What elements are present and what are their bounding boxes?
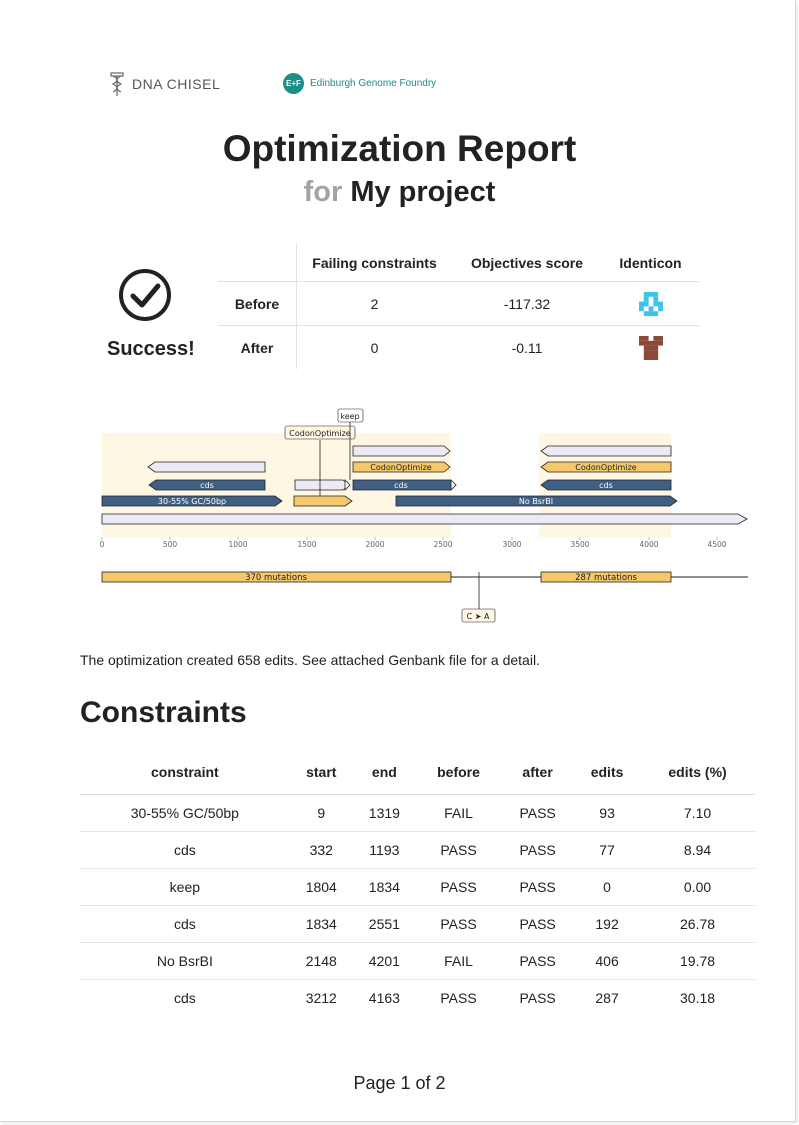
feature-bsrbi-label: No BsrBI (518, 497, 554, 506)
summary-row-after (218, 326, 699, 370)
cell-edits-pct: 19.78 (640, 943, 755, 980)
cell-edits: 406 (574, 943, 640, 980)
cell-edits: 192 (574, 906, 640, 943)
feature-cds-label: cds (200, 481, 214, 490)
feature-cds (353, 480, 456, 490)
page-number: Page 1 of 2 (353, 1073, 446, 1093)
cell-start: 1834 (290, 906, 353, 943)
keep-callout (338, 409, 363, 422)
keep-callout-label: keep (340, 412, 360, 421)
identicon-before-icon (639, 292, 663, 316)
feature-cds (149, 480, 265, 490)
cell-before: PASS (416, 832, 501, 869)
constraints-heading: Constraints (80, 696, 247, 729)
table-row (80, 980, 755, 1017)
cell-constraint: keep (80, 869, 290, 906)
axis-tick-label: 4000 (639, 540, 659, 549)
identicon-cell (602, 282, 699, 326)
axis-tick-label: 3000 (502, 540, 522, 549)
egf-badge-icon: E+F (283, 73, 304, 94)
sequence-record-arrow (102, 514, 747, 524)
mutations-track (102, 572, 748, 622)
summary-row-label: After (218, 326, 297, 370)
axis-tick-label: 3500 (570, 540, 590, 549)
cell-start: 9 (290, 795, 353, 832)
dna-chisel-wordmark: DNA CHISEL (132, 76, 221, 92)
cell-start: 332 (290, 832, 353, 869)
feature-bsrbi (396, 496, 677, 506)
axis-tick-label: 2500 (433, 540, 453, 549)
status-label: Success! (107, 338, 195, 360)
failing-count: 2 (297, 282, 453, 326)
cell-end: 1193 (353, 832, 416, 869)
col-edits-pct: edits (%) (640, 750, 755, 795)
col-edits: edits (574, 750, 640, 795)
axis-tick-label: 2000 (365, 540, 385, 549)
feature-cds-label: cds (394, 481, 408, 490)
feature-light (541, 446, 671, 456)
project-name: My project (350, 176, 496, 208)
cell-constraint: cds (80, 980, 290, 1017)
cell-edits: 0 (574, 869, 640, 906)
objective-score: -117.32 (452, 282, 602, 326)
cell-start: 2148 (290, 943, 353, 980)
constraints-header-row (80, 750, 755, 795)
cell-after: PASS (501, 943, 574, 980)
cell-before: PASS (416, 980, 501, 1017)
identicon-after-icon (639, 336, 663, 360)
summary-col-score: Objectives score (470, 254, 584, 271)
col-after: after (501, 750, 574, 795)
cell-constraint: cds (80, 832, 290, 869)
cell-after: PASS (501, 869, 574, 906)
edits-summary: The optimization created 658 edits. See attached Genbank file for a detail. (80, 652, 540, 668)
cell-end: 4163 (353, 980, 416, 1017)
col-start: start (290, 750, 353, 795)
cell-edits: 93 (574, 795, 640, 832)
cell-edits: 77 (574, 832, 640, 869)
feature-cds-label: cds (599, 481, 613, 490)
cell-end: 1319 (353, 795, 416, 832)
cell-before: PASS (416, 869, 501, 906)
cell-start: 1804 (290, 869, 353, 906)
mutation-callout-label: C ➤ A (466, 612, 490, 621)
table-row (80, 906, 755, 943)
feature-keep (295, 480, 350, 490)
axis-tick-label: 500 (162, 540, 178, 549)
constraints-table (80, 750, 755, 1016)
feature-light (353, 446, 450, 456)
cell-edits: 287 (574, 980, 640, 1017)
page-subtitle (0, 176, 799, 209)
subtitle-for: for (303, 176, 343, 208)
cell-edits-pct: 30.18 (640, 980, 755, 1017)
feature-gc (102, 496, 282, 506)
feature-gc-label: 30-55% GC/50bp (157, 497, 227, 506)
egf-wordmark: Edinburgh Genome Foundry (310, 78, 437, 89)
col-constraint: constraint (80, 750, 290, 795)
table-row (80, 795, 755, 832)
failing-count: 0 (297, 326, 453, 370)
cell-end: 1834 (353, 869, 416, 906)
col-before: before (416, 750, 501, 795)
mutation-block-label: 370 mutations (245, 573, 307, 583)
col-end: end (353, 750, 416, 795)
dna-chisel-logo (108, 71, 220, 97)
codon-callout-label: CodonOptimize (289, 429, 351, 438)
feature-codon-optimize (294, 496, 352, 506)
cell-edits-pct: 26.78 (640, 906, 755, 943)
cell-start: 3212 (290, 980, 353, 1017)
feature-codon-optimize (353, 462, 450, 472)
summary-row-before (218, 282, 699, 326)
table-row (80, 832, 755, 869)
identicon-cell (602, 326, 699, 370)
axis-tick-label: 1000 (228, 540, 248, 549)
axis-tick-label: 0 (99, 540, 105, 549)
axis-tick-label: 4500 (707, 540, 727, 549)
codon-optimize-callout (285, 426, 355, 439)
cell-end: 4201 (353, 943, 416, 980)
chisel-icon (108, 71, 126, 97)
sequence-map (98, 405, 758, 627)
cell-constraint: 30-55% GC/50bp (80, 795, 290, 832)
cell-before: FAIL (416, 795, 501, 832)
table-row (80, 943, 755, 980)
cell-end: 2551 (353, 906, 416, 943)
cell-after: PASS (501, 906, 574, 943)
cell-constraint: cds (80, 906, 290, 943)
feature-codon-label: CodonOptimize (575, 463, 637, 472)
feature-codon-optimize (541, 462, 671, 472)
page-title: Optimization Report (222, 128, 577, 169)
cell-before: FAIL (416, 943, 501, 980)
report-page: Generated by DnaChisel version 2.1.0 on 2019-10-15 21:11 DNA CHISEL E+F Edinburgh Genome Foundry Optimization Report for My project Success! Failing constraints Objectives score Identicon Before 2 -117.32 After 0 -0.11 30-55% GC/50bp No BsrBI cds cds cds CodonOptimize CodonOptimize CodonOptimize keep 0 500 1000 1500 2000 2500 3000 3500 4000 4500 370 mutations 287 mutations C ➤ A The optimization created 658 edits. See attached Genbank file for a detail. Constraints constraint start end before after edits edits (%) 30-55% GC/50bp 9 1319 FAIL PASS 93 7.10 cds 332 1193 PASS PASS 77 8.94 keep 1804 1834 PASS PASS 0 0.00 cds 1834 2551 PASS PASS 192 26.78 No BsrBI 2148 4201 FAIL PASS 406 19.78 cds 3212 4163 PASS PASS 287 30.18 Page 1 of 2 (0, 0, 796, 1122)
objective-score: -0.11 (452, 326, 602, 370)
cell-edits-pct: 7.10 (640, 795, 755, 832)
summary-col-failing: Failing constraints (297, 244, 453, 282)
axis-tick-label: 1500 (297, 540, 317, 549)
summary-row-label: Before (218, 282, 297, 326)
summary-corner (218, 244, 297, 282)
cell-edits-pct: 0.00 (640, 869, 755, 906)
mutation-block-label: 287 mutations (575, 573, 637, 583)
summary-col-identicon: Identicon (619, 254, 682, 271)
summary-table (218, 244, 699, 369)
check-circle-icon (117, 267, 173, 323)
table-row (80, 869, 755, 906)
cell-after: PASS (501, 980, 574, 1017)
axis (100, 537, 727, 549)
cell-edits-pct: 8.94 (640, 832, 755, 869)
cell-after: PASS (501, 832, 574, 869)
cell-constraint: No BsrBI (80, 943, 290, 980)
cell-before: PASS (416, 906, 501, 943)
feature-cds (541, 480, 671, 490)
egf-logo (283, 73, 436, 94)
feature-codon-label: CodonOptimize (370, 463, 432, 472)
feature-light (148, 462, 265, 472)
cell-after: PASS (501, 795, 574, 832)
